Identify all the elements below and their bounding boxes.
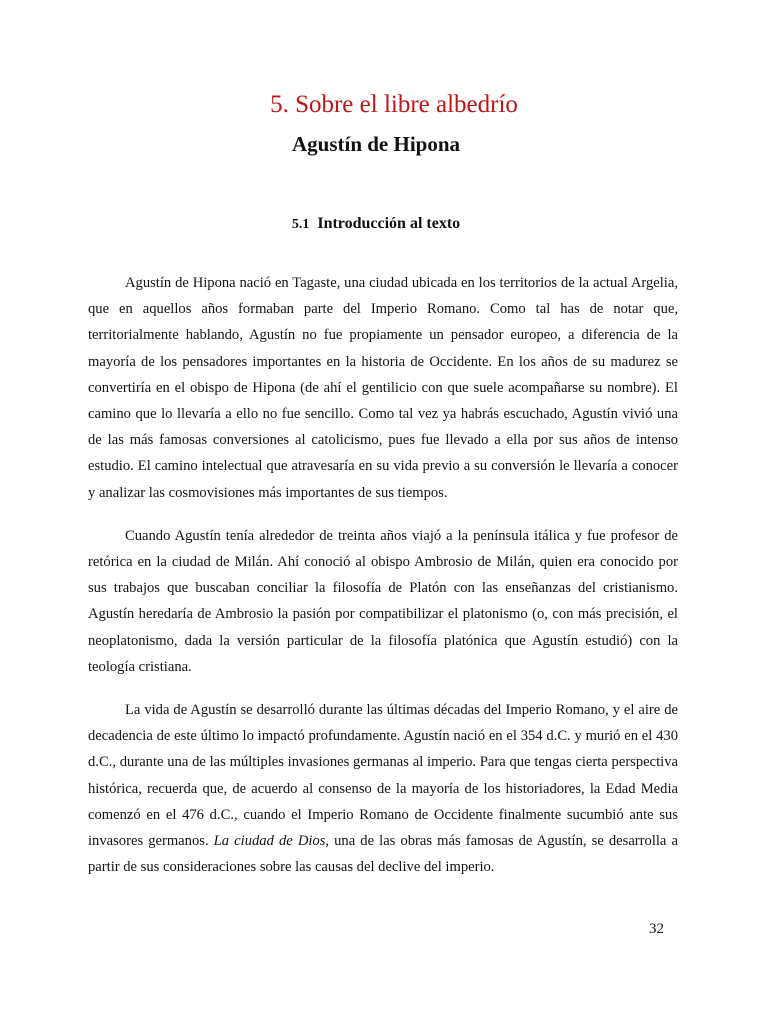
paragraph-2: Cuando Agustín tenía alrededor de treinta años viajó a la península itálica y fue profesor de retórica en la ciudad de Milán. Ahí conoció al obispo Ambrosio de Milán, quien era conocido por sus trabajos que buscaban conciliar la filosofía de Platón con las enseñanzas del cristianismo. Agustín heredaría de Ambrosio la pasión por compatibilizar el platonismo (o, con más precisión, el neoplatonismo, dada la versión particular de la filosofía platónica que Agustín estudió) con la teología cristiana.: [88, 527, 678, 675]
chapter-author: Agustín de Hipona: [291, 132, 461, 156]
section-title: Introducción al texto: [317, 215, 461, 232]
chapter-title: 5. Sobre el libre albedrío: [270, 91, 518, 118]
page-number: 32: [649, 921, 664, 937]
section-number: 5.1: [291, 217, 310, 232]
paragraph-1: Agustín de Hipona nació en Tagaste, una ciudad ubicada en los territorios de la actual Argelia, que en aquellos años formaban parte del Imperio Romano. Como tal has de notar que, territorialmente hablando, Agustín no fue propiamente un pensador europeo, a diferencia de la mayoría de los pensadores importantes en la historia de Occidente. En los años de su madurez se convertiría en el obispo de Hipona (de ahí el gentilicio con que suele acompañarse su nombre). El camino que lo llevaría a ello no fue sencillo. Como tal vez ya habrás escuchado, Agustín vivió una de las más famosas conversiones al catolicismo, pues fue llevado a ella por sus años de intenso estudio. El camino intelectual que atravesaría en su vida previo a su conversión le llevaría a conocer y analizar las cosmovisiones más importantes de sus tiempos.: [88, 275, 678, 501]
book-title-italic: La ciudad de Dios: [213, 833, 326, 850]
paragraph-3-before: La vida de Agustín se desarrolló durante las últimas décadas del Imperio Romano, y el aire de decadencia de este último lo impactó profundamente. Agustín nació en el 354 d.C. y murió en el 430 d.C., durante una de las múltiples invasiones germanas al imperio. Para que tengas cierta perspectiva histórica, recuerda que, de acuerdo al consenso de la mayoría de los historiadores, la Edad Media comenzó en el 476 d.C., cuando el Imperio Romano de Occidente finalmente sucumbió ante sus invasores germanos.: [88, 702, 678, 850]
section-heading: [0, 212, 752, 237]
paragraph-3-after: , una de las obras más famosas de Agustín, se desarrolla a partir de sus consideraciones sobre las causas del declive del imperio.: [88, 833, 678, 876]
paragraph-3: [88, 697, 678, 880]
body-text: [88, 270, 678, 897]
